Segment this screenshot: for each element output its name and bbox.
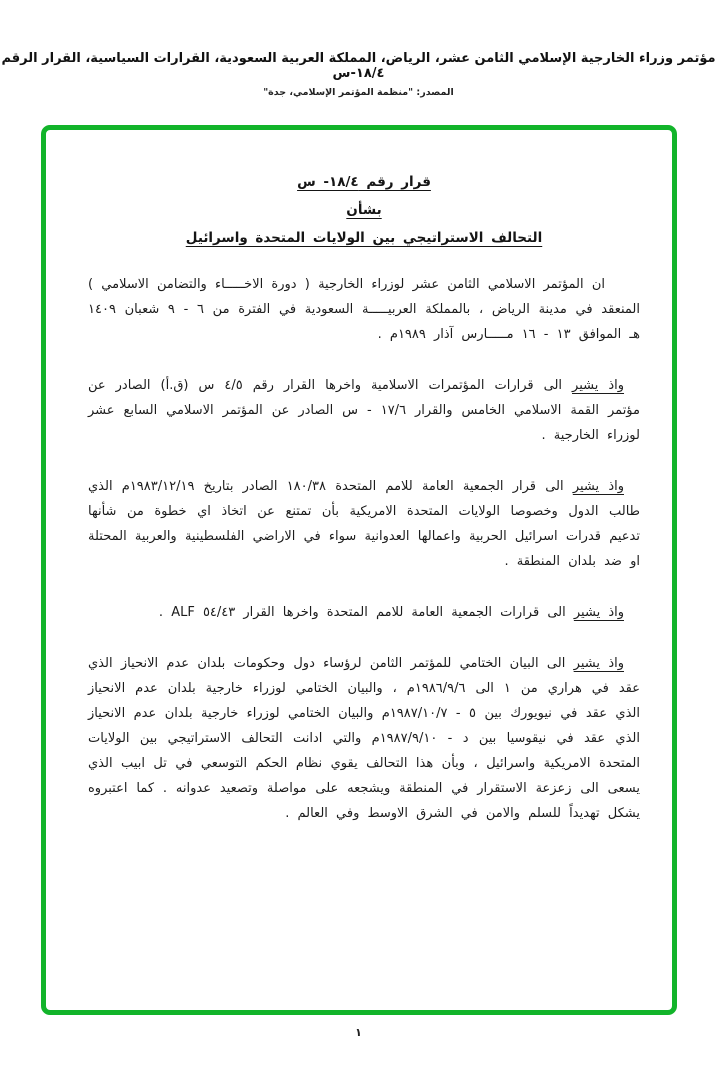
paragraph-lead: واذ يشير (573, 656, 624, 671)
paragraph-text: ان المؤتمر الاسلامي الثامن عشر لوزراء الخارجية ( دورة الاخـــــاء والتضامن الاسلامي ) المنعقد في مدينة الرياض ، بالمملكة العربيـــــة السعودية في الفترة من ٦ - ٩ شعبان ١٤٠٩ هـ الموافق ١٣ - ١٦ مـــــارس آذار ١٩٨٩م . (88, 277, 640, 342)
paragraph-text: الى قرارات المؤتمرات الاسلامية واخرها القرار رقم ٤/٥ س (ق.أ) الصادر عن مؤتمر القمة الاسلامي الخامس والقرار ١٧/٦ - س الصادر عن المؤتمر الاسلامي السابع عشر لوزراء الخارجية . (88, 378, 640, 443)
paragraph-recall-nam (88, 651, 640, 826)
paragraph-recall-oic (88, 373, 640, 448)
resolution-title (88, 174, 640, 246)
paragraph-recall-unga-38-180 (88, 474, 640, 574)
paragraph-text: الى البيان الختامي للمؤتمر الثامن لرؤساء دول وحكومات بلدان عدم الانحياز الذي عقد في هراري من ١ الى ١٩٨٦/٩/٦م ، والبيان الختامي لوزراء خارجية بلدان عدم الانحياز الذي عقد في نيويورك بين ٥ - ١٩٨٧/١٠/٧م والبيان الختامي لوزراء خارجية بلدان عدم الانحياز الذي عقد في نيقوسيا بين د - ١٩٨٧/٩/١٠م والتي ادانت التحالف الاستراتيجي بين الولايات المتحدة الامريكية واسرائيل ، وبأن هذا التحالف يقوي نظام الحكم التوسعي في تل ابيب الذي يسعى الى زعزعة الاستقرار في المنطقة ويشجعه على مواصلة وتصعيد عدوانه . كما اعتبروه يشكل تهديداً للسلم والامن في الشرق الاوسط وفي العالم . (88, 656, 641, 821)
paragraph-lead: واذ يشير (573, 605, 624, 620)
paragraph-preamble (88, 272, 640, 347)
resolution-number-line: قرار رقم ١٨/٤- س (297, 174, 431, 190)
paragraph-text: الى قرارات الجمعية العامة للامم المتحدة واخرها القرار ٥٤/٤٣ ALF . (158, 605, 574, 620)
paragraph-lead: واذ يشير (572, 378, 625, 393)
paragraph-recall-unga-43-54 (88, 600, 640, 625)
page-number: ١ (355, 1026, 362, 1039)
document-header-caption: مؤتمر وزراء الخارجية الإسلامي الثامن عشر، الرياض، المملكة العربية السعودية، القرارات السياسية، القرار الرقم ١٨/٤-س (1, 51, 716, 81)
paragraph-text: الى قرار الجمعية العامة للامم المتحدة ١٨٠/٣٨ الصادر بتاريخ ١٩٨٣/١٢/١٩م الذي طالب الدول وخصوصا الولايات المتحدة الامريكية بأن تمتنع عن اتخاذ اي خطوة من شأنها تدعيم قدرات اسرائيل الحربية واعمالها العدوانية سواء في الاراضي الفلسطينية والعربية المحتلة او ضد بلدان المنطقة . (88, 479, 640, 569)
resolution-subject-word: بشأن (346, 202, 382, 218)
resolution-subject-line: التحالف الاستراتيجي بين الولايات المتحدة واسرائيل (185, 230, 543, 246)
paragraph-lead: واذ يشير (572, 479, 624, 494)
source-line: المصدر: "منظمة المؤتمر الإسلامي، جدة" (263, 87, 454, 98)
document-frame (41, 125, 677, 1015)
